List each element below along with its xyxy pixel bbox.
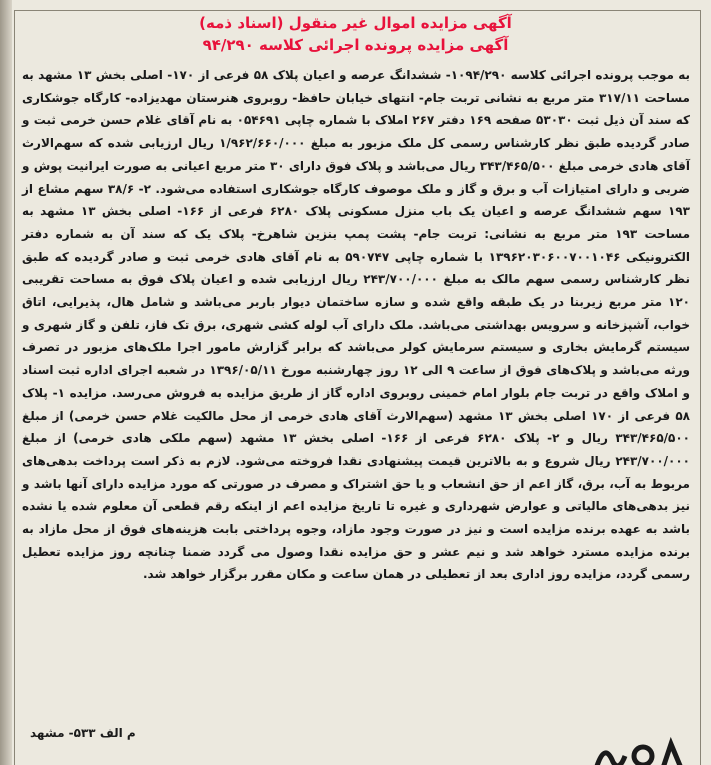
notice-title: آگهی مزایده اموال غیر منقول (اسناد ذمه) xyxy=(199,14,512,32)
partial-number-stamp-icon xyxy=(591,732,691,765)
notice-body: به موجب پرونده اجرائی کلاسه ۱۰۹۴/۲۹۰- ششدانگ عرصه و اعیان پلاک ۵۸ فرعی از ۱۷۰- اصلی بخش ۱۳ مشهد به مساحت ۳۱۷/۱۱ متر مربع به نشانی تربت جام- انتهای خیابان حافظ- روبروی هنرستان مهدیزاده- کارگاه جوشکاری که سند آن ذیل ثبت ۵۳۰۳۰ صفحه ۱۶۹ دفتر ۲۶۷ املاک با شماره چاپی ۰۵۴۶۹۱ به نام آقای غلام حسن خرمی ثبت و صادر گردیده طبق نظر کارشناس رسمی کل ملک مزبور به مبلغ ۱/۹۶۲/۶۶۰/۰۰۰ ریال ارزیابی شده که سهم‌الارث آقای هادی خرمی مبلغ ۳۴۳/۴۶۵/۵۰۰ ریال می‌باشد و پلاک فوق دارای ۳۰ متر مربع اعیانی به صورت ایرانیت پوش و ضربی و دارای امتیازات آب و برق و گاز و ملک موصوف کارگاه جوشکاری استفاده می‌شود. ۲- ۳۸/۶ سهم مشاع از ۱۹۳ سهم ششدانگ عرصه و اعیان یک باب منزل مسکونی پلاک ۶۲۸۰ فرعی از ۱۶۶- اصلی بخش ۱۳ مشهد به مساحت ۱۹۳ متر مربع به نشانی: تربت جام- پشت پمپ بنزین شاهرخ- پلاک یک که سند آن به شماره دفتر الکترونیکی ۱۳۹۶۲۰۳۰۶۰۰۷۰۰۱۰۴۶ با شماره چاپی ۵۹۰۷۴۷ به نام آقای هادی خرمی ثبت و صادر گردیده که طبق نظر کارشناس رسمی سهم مالک به مبلغ ۲۴۳/۷۰۰/۰۰۰ ریال ارزیابی شده و اعیان پلاک فوق به مساحت تقریبی ۱۲۰ متر مربع زیربنا در یک طبقه واقع شده و سازه ساختمان دیوار باربر می‌باشد و شامل هال، پذیرایی، اتاق خواب، آشپزخانه و سرویس بهداشتی می‌باشد. ملک دارای آب لوله کشی شهری، برق تک فاز، تلفن و گاز شهری و سیستم گرمایش بخاری و سیستم سرمایش کولر می‌باشد که برابر گزارش مامور اجرا ملک‌های مزبور در تصرف ورثه می‌باشد و پلاک‌های فوق از ساعت ۹ الی ۱۲ روز چهارشنبه مورخ ۱۳۹۶/۰۵/۱۱ در شعبه اجرای اداره ثبت اسناد و املاک واقع در تربت جام بلوار امام خمینی روبروی اداره گاز از طریق مزایده به فروش می‌رسد. مزایده ۱- پلاک ۵۸ فرعی از ۱۷۰ اصلی بخش ۱۳ مشهد (سهم‌الارث آقای هادی خرمی از محل مالکیت غلام حسن خرمی) از مبلغ ۳۴۳/۴۶۵/۵۰۰ ریال و ۲- پلاک ۶۲۸۰ فرعی از ۱۶۶- اصلی بخش ۱۳ مشهد (سهم ملکی هادی خرمی) از مبلغ ۲۴۳/۷۰۰/۰۰۰ ریال شروع و به بالاترین قیمت پیشنهادی نقدا فروخته می‌شود. لازم به ذکر است پرداخت بدهی‌های مربوط به آب، برق، گاز اعم از حق انشعاب و یا حق اشتراک و مصرف در صورتی که مورد مزایده دارای آنها باشد و نیز بدهی‌های مالیاتی و عوارض شهرداری و غیره تا تاریخ مزایده اعم از اینکه رقم قطعی آن معلوم شده یا نشده باشد به عهده برنده مزایده است و نیز در صورت وجود مازاد، وجوه پرداختی بابت هزینه‌های فوق از محل مازاد به برنده مزایده مسترد خواهد شد و نیم عشر و حق مزایده نقدا وصول می گردد ضمنا چنانچه روز مزایده تعطیل رسمی گردد، مزایده روز اداری بعد از تعطیلی در همان ساعت و مکان مقرر برگزار خواهد شد. xyxy=(22,68,691,582)
notice-subtitle: آگهی مزایده پرونده اجرائی کلاسه ۹۴/۲۹۰ xyxy=(202,36,509,54)
publication-reference: م الف ۵۳۳- مشهد xyxy=(30,726,136,740)
scan-edge-shadow xyxy=(0,0,12,765)
